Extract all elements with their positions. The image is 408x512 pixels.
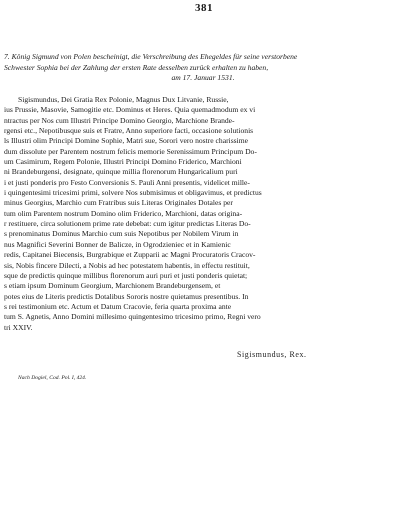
heading-line: 7. König Sigmund von Polen bescheinigt, die Verschreibung des Ehegeldes für seine verstorbene [4,52,298,61]
page-number: 381 [195,2,213,14]
heading-line: am 17. Januar 1531. [171,73,235,82]
body-line: sis, Nobis fincere Dilecti, a Nobis ad hec potestatem habentis, in effectu restituit, [4,260,250,270]
body-line: s prenominatus Dominus Marchio cum suis Nepotibus per Nobilem Virum in [4,229,239,239]
body-line: tri XXIV. [4,322,33,332]
body-line: i quingentesimi tricesimi primi, solvere Nos submisimus et obligavimus, et predictus [4,188,262,198]
body-line: sque de predictis quinque millibus florenorum auri puri et justi ponderis quietat; [4,270,248,280]
signature: Sigismundus, Rex. [237,350,307,359]
source-footnote: Nach Dogiel, Cod. Pol. I, 424. [18,375,87,381]
body-line: nus Magnifici Severini Bonner de Balicze, in Ogrodzieniec et in Kamienic [4,239,231,249]
body-line: um Casimirum, Regem Polonie, Illustri Principi Domino Friderico, Marchioni [4,157,242,167]
body-line: potes eius de Literis predictis Dotalibus Sororis nostre quietamus presentibus. In [4,291,249,301]
document-body [4,95,402,333]
body-line: i et justi ponderis pro Festo Conversionis S. Pauli Anni presentis, videlicet mille- [4,177,250,187]
body-line: ls Illustri olim Principi Domine Sophie, Matri sue, Sorori vero nostre charissime [4,136,249,146]
body-line: redis, Capitanei Biecensis, Burgrabique et Zupparii ac Magni Procuratoris Cracov- [4,250,256,260]
body-line: dum dissolute per Parentem nostrum felicis memorie Serenissimum Principum Do- [4,146,257,156]
body-line: s etiam ipsum Dominum Georgium, Marchionem Brandeburgensem, et [4,281,221,291]
body-line: ntractus per Nos cum Illustri Principe Domino Georgio, Marchione Brande- [4,115,235,125]
body-line: tum S. Agnetis, Anno Domini millesimo quingentesimo tricesimo primo, Regni vero [4,312,261,322]
body-line: r restituere, circa solutionem prime rate debebat: cum igitur predictas Literas Do- [4,219,251,229]
body-line: minus Georgius, Marchio cum Fratribus suis Literas Originales Dotales per [4,198,233,208]
document-heading [4,52,402,84]
body-line: s rei testimonium etc. Actum et Datum Cracovie, feria quarta proxima ante [4,301,232,311]
body-line: tum olim Parentem nostrum Domino olim Friderico, Marchioni, datas origina- [4,208,243,218]
body-line: rgensi etc., Nepotibusque suis et Fratre, Anno superiore facti, occasione solutionis [4,126,254,136]
body-line: ni Brandeburgensi, designate, quinque millia florenorum Hungaricalium puri [4,167,238,177]
body-line: ius Prussie, Masovie, Samogitie etc. Dominus et Heres. Quia quemadmodum ex vi [4,105,256,115]
body-line: Sigismundus, Dei Gratia Rex Polonie, Magnus Dux Litvanie, Russie, [18,95,229,104]
heading-line: Schwester Sophia bei der Zahlung der ersten Rate desselben zurück erhalten zu haben, [4,62,269,72]
